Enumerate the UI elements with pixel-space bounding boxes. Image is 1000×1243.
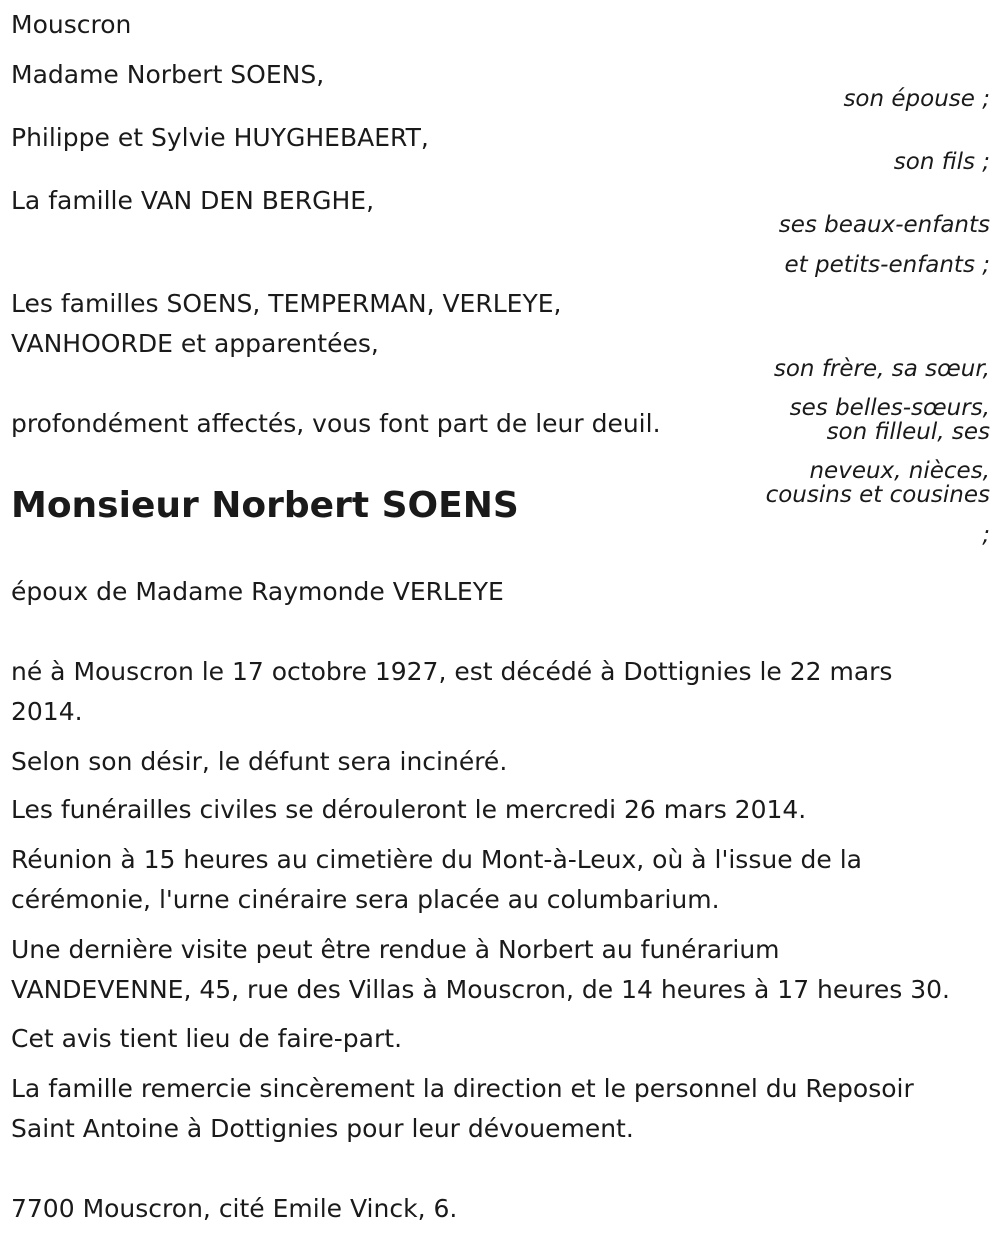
thanks-line-2: Saint Antoine à Dottignies pour leur dévouement. xyxy=(11,1114,634,1143)
city-heading: Mouscron xyxy=(11,10,132,39)
meeting-line-2: cérémonie, l'urne cinéraire sera placée au columbarium. xyxy=(11,885,720,914)
relation-siblings-line-4: neveux, nièces, xyxy=(809,458,990,484)
relation-siblings-line-2: ses belles-sœurs, xyxy=(789,395,990,421)
relation-stepchildren-line-1: ses beaux-enfants xyxy=(778,212,990,238)
relation-spouse: son épouse ; xyxy=(843,86,990,112)
family-name-families-line-1: Les familles SOENS, TEMPERMAN, VERLEYE, xyxy=(11,289,562,318)
family-name-families-line-2: VANHOORDE et apparentées, xyxy=(11,329,379,358)
family-name-spouse: Madame Norbert SOENS, xyxy=(11,60,325,89)
spouse-line: époux de Madame Raymonde VERLEYE xyxy=(11,577,504,606)
visit-line-1: Une dernière visite peut être rendue à Norbert au funérarium xyxy=(11,935,780,964)
announcement-text: profondément affectés, vous font part de leur deuil. xyxy=(11,409,661,438)
notice-text: Cet avis tient lieu de faire-part. xyxy=(11,1024,403,1053)
birth-death-line-1: né à Mouscron le 17 octobre 1927, est décédé à Dottignies le 22 mars xyxy=(11,657,893,686)
relation-siblings-line-5: cousins et cousines xyxy=(765,482,990,508)
deceased-name: Monsieur Norbert SOENS xyxy=(11,485,519,526)
meeting-line-1: Réunion à 15 heures au cimetière du Mont-à-Leux, où à l'issue de la xyxy=(11,845,862,874)
birth-death-line-2: 2014. xyxy=(11,697,83,726)
relation-stepchildren-line-2: et petits-enfants ; xyxy=(784,252,990,278)
cremation-text: Selon son désir, le défunt sera incinéré. xyxy=(11,747,508,776)
thanks-line-1: La famille remercie sincèrement la direction et le personnel du Reposoir xyxy=(11,1074,914,1103)
relation-son: son fils ; xyxy=(893,149,990,175)
address-text: 7700 Mouscron, cité Emile Vinck, 6. xyxy=(11,1194,458,1223)
relation-siblings-line-3: son filleul, ses xyxy=(826,419,990,445)
relation-siblings-line-6: ; xyxy=(982,522,990,548)
family-name-son: Philippe et Sylvie HUYGHEBAERT, xyxy=(11,123,429,152)
visit-line-2: VANDEVENNE, 45, rue des Villas à Mouscron, de 14 heures à 17 heures 30. xyxy=(11,975,950,1004)
funeral-text: Les funérailles civiles se dérouleront le mercredi 26 mars 2014. xyxy=(11,795,807,824)
relation-siblings-line-1: son frère, sa sœur, xyxy=(773,356,990,382)
family-name-van-den-berghe: La famille VAN DEN BERGHE, xyxy=(11,186,375,215)
